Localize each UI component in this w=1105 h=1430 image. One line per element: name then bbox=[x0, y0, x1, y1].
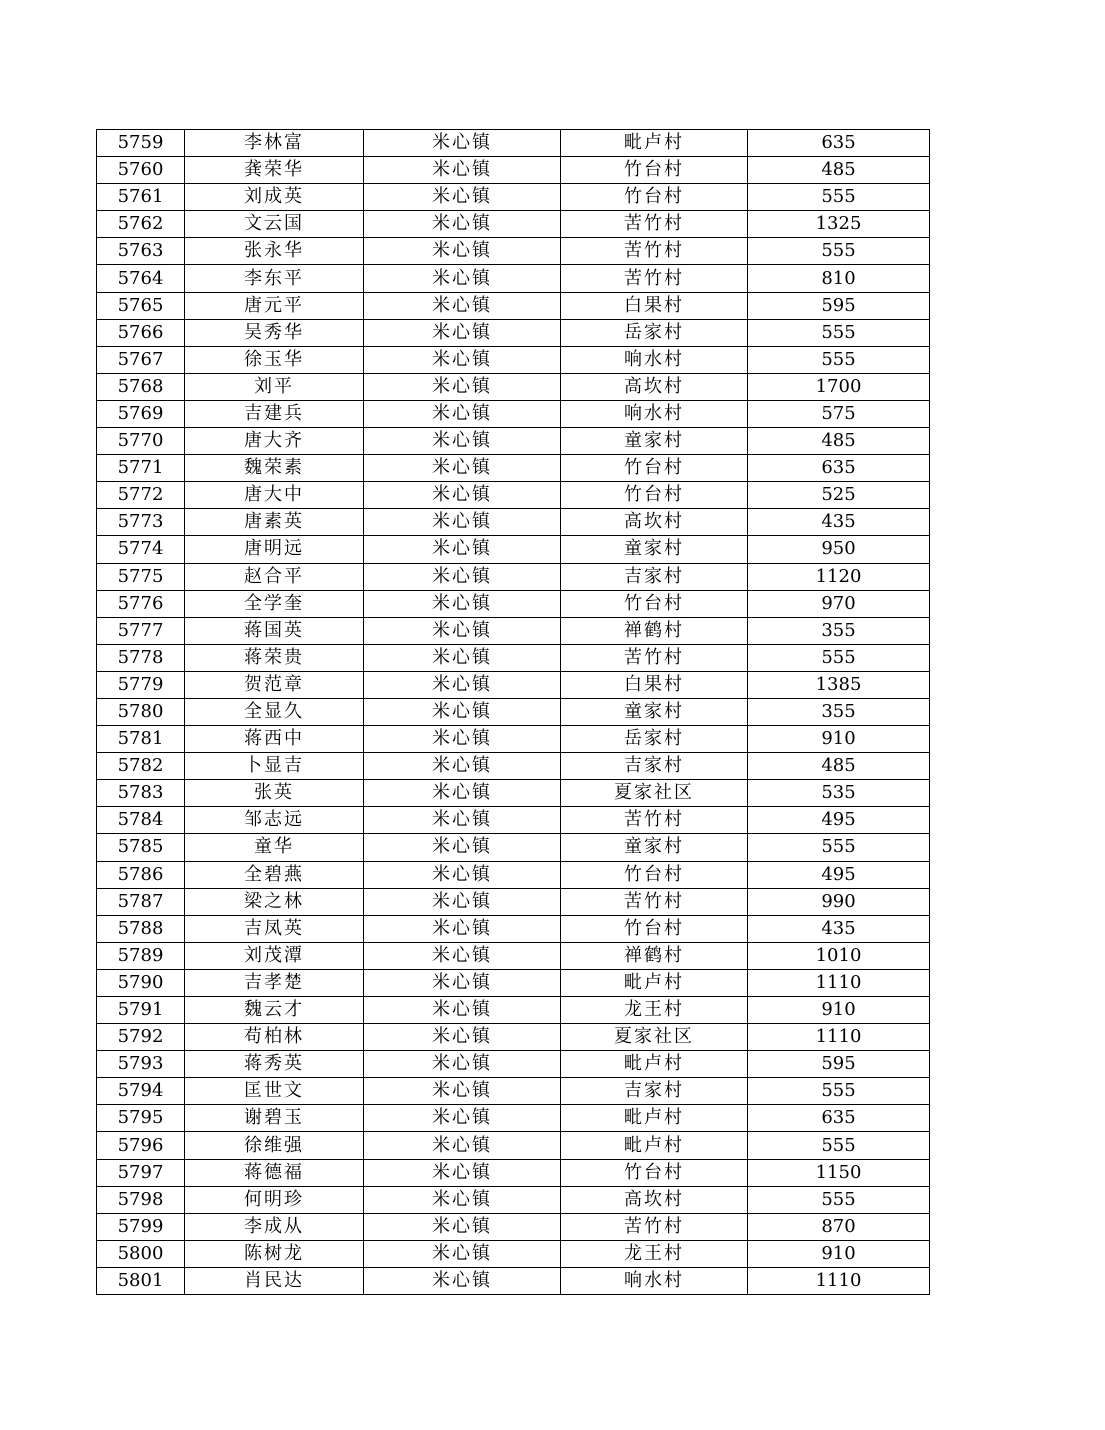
cell-village: 禅鹤村 bbox=[561, 942, 748, 969]
cell-town: 米心镇 bbox=[364, 238, 561, 265]
cell-amount: 1110 bbox=[748, 1024, 930, 1051]
cell-amount: 555 bbox=[748, 1078, 930, 1105]
cell-id: 5793 bbox=[97, 1051, 185, 1078]
cell-id: 5768 bbox=[97, 373, 185, 400]
cell-village: 竹台村 bbox=[561, 157, 748, 184]
cell-village: 竹台村 bbox=[561, 482, 748, 509]
cell-name: 刘成英 bbox=[185, 184, 364, 211]
cell-name: 徐玉华 bbox=[185, 346, 364, 373]
cell-town: 米心镇 bbox=[364, 319, 561, 346]
cell-amount: 1110 bbox=[748, 969, 930, 996]
table-row bbox=[97, 1132, 930, 1159]
cell-village: 吉家村 bbox=[561, 753, 748, 780]
cell-village: 苦竹村 bbox=[561, 807, 748, 834]
cell-town: 米心镇 bbox=[364, 726, 561, 753]
cell-town: 米心镇 bbox=[364, 292, 561, 319]
table-row bbox=[97, 265, 930, 292]
table-row bbox=[97, 482, 930, 509]
cell-village: 岳家村 bbox=[561, 319, 748, 346]
cell-amount: 810 bbox=[748, 265, 930, 292]
cell-name: 刘茂潭 bbox=[185, 942, 364, 969]
table-row bbox=[97, 509, 930, 536]
cell-village: 竹台村 bbox=[561, 455, 748, 482]
cell-village: 童家村 bbox=[561, 536, 748, 563]
cell-id: 5766 bbox=[97, 319, 185, 346]
cell-id: 5789 bbox=[97, 942, 185, 969]
cell-id: 5778 bbox=[97, 644, 185, 671]
cell-amount: 1700 bbox=[748, 373, 930, 400]
cell-name: 梁之林 bbox=[185, 888, 364, 915]
cell-amount: 595 bbox=[748, 1051, 930, 1078]
cell-amount: 870 bbox=[748, 1213, 930, 1240]
cell-village: 毗卢村 bbox=[561, 969, 748, 996]
cell-town: 米心镇 bbox=[364, 753, 561, 780]
cell-town: 米心镇 bbox=[364, 997, 561, 1024]
table-row bbox=[97, 942, 930, 969]
cell-id: 5772 bbox=[97, 482, 185, 509]
cell-amount: 435 bbox=[748, 915, 930, 942]
cell-name: 魏荣素 bbox=[185, 455, 364, 482]
cell-id: 5759 bbox=[97, 130, 185, 157]
cell-amount: 555 bbox=[748, 184, 930, 211]
cell-amount: 1150 bbox=[748, 1159, 930, 1186]
cell-id: 5791 bbox=[97, 997, 185, 1024]
cell-name: 全显久 bbox=[185, 698, 364, 725]
cell-id: 5775 bbox=[97, 563, 185, 590]
cell-id: 5787 bbox=[97, 888, 185, 915]
cell-name: 李成从 bbox=[185, 1213, 364, 1240]
cell-name: 李东平 bbox=[185, 265, 364, 292]
cell-id: 5780 bbox=[97, 698, 185, 725]
table-row bbox=[97, 590, 930, 617]
cell-name: 全学奎 bbox=[185, 590, 364, 617]
cell-id: 5769 bbox=[97, 400, 185, 427]
cell-amount: 495 bbox=[748, 807, 930, 834]
cell-id: 5765 bbox=[97, 292, 185, 319]
cell-village: 龙王村 bbox=[561, 997, 748, 1024]
table-row bbox=[97, 292, 930, 319]
cell-village: 禅鹤村 bbox=[561, 617, 748, 644]
table-row bbox=[97, 888, 930, 915]
cell-town: 米心镇 bbox=[364, 1186, 561, 1213]
table-row bbox=[97, 346, 930, 373]
cell-village: 竹台村 bbox=[561, 590, 748, 617]
cell-id: 5784 bbox=[97, 807, 185, 834]
cell-village: 苦竹村 bbox=[561, 238, 748, 265]
cell-amount: 525 bbox=[748, 482, 930, 509]
cell-name: 卜显吉 bbox=[185, 753, 364, 780]
cell-village: 龙王村 bbox=[561, 1240, 748, 1267]
cell-id: 5792 bbox=[97, 1024, 185, 1051]
cell-town: 米心镇 bbox=[364, 373, 561, 400]
cell-id: 5777 bbox=[97, 617, 185, 644]
table-row bbox=[97, 671, 930, 698]
cell-village: 高坎村 bbox=[561, 1186, 748, 1213]
cell-town: 米心镇 bbox=[364, 455, 561, 482]
cell-village: 童家村 bbox=[561, 698, 748, 725]
cell-village: 竹台村 bbox=[561, 915, 748, 942]
cell-id: 5788 bbox=[97, 915, 185, 942]
cell-amount: 485 bbox=[748, 753, 930, 780]
table-row bbox=[97, 780, 930, 807]
cell-name: 陈树龙 bbox=[185, 1240, 364, 1267]
table-row bbox=[97, 1078, 930, 1105]
table-row bbox=[97, 1051, 930, 1078]
cell-amount: 595 bbox=[748, 292, 930, 319]
cell-amount: 555 bbox=[748, 1186, 930, 1213]
table-row bbox=[97, 428, 930, 455]
cell-town: 米心镇 bbox=[364, 536, 561, 563]
cell-town: 米心镇 bbox=[364, 834, 561, 861]
cell-town: 米心镇 bbox=[364, 130, 561, 157]
cell-village: 吉家村 bbox=[561, 563, 748, 590]
cell-id: 5762 bbox=[97, 211, 185, 238]
cell-village: 白果村 bbox=[561, 671, 748, 698]
table-row bbox=[97, 184, 930, 211]
cell-town: 米心镇 bbox=[364, 617, 561, 644]
table-row bbox=[97, 753, 930, 780]
cell-id: 5797 bbox=[97, 1159, 185, 1186]
cell-amount: 950 bbox=[748, 536, 930, 563]
cell-village: 毗卢村 bbox=[561, 1105, 748, 1132]
cell-village: 响水村 bbox=[561, 1267, 748, 1294]
cell-town: 米心镇 bbox=[364, 644, 561, 671]
table-row bbox=[97, 130, 930, 157]
cell-id: 5773 bbox=[97, 509, 185, 536]
cell-town: 米心镇 bbox=[364, 509, 561, 536]
cell-name: 蒋西中 bbox=[185, 726, 364, 753]
cell-name: 蒋秀英 bbox=[185, 1051, 364, 1078]
cell-id: 5771 bbox=[97, 455, 185, 482]
cell-name: 唐大齐 bbox=[185, 428, 364, 455]
cell-id: 5779 bbox=[97, 671, 185, 698]
cell-town: 米心镇 bbox=[364, 1105, 561, 1132]
cell-amount: 910 bbox=[748, 726, 930, 753]
cell-amount: 575 bbox=[748, 400, 930, 427]
cell-name: 蒋荣贵 bbox=[185, 644, 364, 671]
cell-name: 文云国 bbox=[185, 211, 364, 238]
cell-village: 苦竹村 bbox=[561, 1213, 748, 1240]
table-row bbox=[97, 807, 930, 834]
cell-amount: 635 bbox=[748, 455, 930, 482]
cell-amount: 555 bbox=[748, 644, 930, 671]
cell-name: 张永华 bbox=[185, 238, 364, 265]
table-row bbox=[97, 915, 930, 942]
cell-town: 米心镇 bbox=[364, 428, 561, 455]
cell-id: 5761 bbox=[97, 184, 185, 211]
table-row bbox=[97, 644, 930, 671]
cell-name: 李林富 bbox=[185, 130, 364, 157]
table-row bbox=[97, 1213, 930, 1240]
table-row bbox=[97, 319, 930, 346]
cell-id: 5799 bbox=[97, 1213, 185, 1240]
cell-id: 5794 bbox=[97, 1078, 185, 1105]
cell-village: 苦竹村 bbox=[561, 644, 748, 671]
cell-village: 夏家社区 bbox=[561, 1024, 748, 1051]
cell-town: 米心镇 bbox=[364, 1240, 561, 1267]
cell-village: 高坎村 bbox=[561, 509, 748, 536]
cell-id: 5801 bbox=[97, 1267, 185, 1294]
table-row bbox=[97, 969, 930, 996]
table-row bbox=[97, 861, 930, 888]
cell-amount: 990 bbox=[748, 888, 930, 915]
table-row bbox=[97, 1186, 930, 1213]
cell-village: 响水村 bbox=[561, 346, 748, 373]
cell-amount: 1110 bbox=[748, 1267, 930, 1294]
cell-id: 5786 bbox=[97, 861, 185, 888]
cell-town: 米心镇 bbox=[364, 671, 561, 698]
cell-name: 吉凤英 bbox=[185, 915, 364, 942]
cell-name: 刘平 bbox=[185, 373, 364, 400]
cell-town: 米心镇 bbox=[364, 184, 561, 211]
cell-name: 贺范章 bbox=[185, 671, 364, 698]
cell-town: 米心镇 bbox=[364, 1078, 561, 1105]
cell-amount: 435 bbox=[748, 509, 930, 536]
cell-town: 米心镇 bbox=[364, 1213, 561, 1240]
cell-town: 米心镇 bbox=[364, 157, 561, 184]
table-row bbox=[97, 1267, 930, 1294]
cell-id: 5776 bbox=[97, 590, 185, 617]
cell-town: 米心镇 bbox=[364, 942, 561, 969]
document-page bbox=[96, 129, 930, 1295]
cell-amount: 1120 bbox=[748, 563, 930, 590]
cell-village: 白果村 bbox=[561, 292, 748, 319]
cell-amount: 555 bbox=[748, 834, 930, 861]
cell-amount: 355 bbox=[748, 698, 930, 725]
cell-name: 谢碧玉 bbox=[185, 1105, 364, 1132]
cell-id: 5760 bbox=[97, 157, 185, 184]
cell-name: 唐明远 bbox=[185, 536, 364, 563]
cell-name: 吉建兵 bbox=[185, 400, 364, 427]
table-row bbox=[97, 1159, 930, 1186]
table-row bbox=[97, 455, 930, 482]
cell-village: 竹台村 bbox=[561, 1159, 748, 1186]
cell-town: 米心镇 bbox=[364, 698, 561, 725]
table-row bbox=[97, 563, 930, 590]
cell-name: 邹志远 bbox=[185, 807, 364, 834]
cell-town: 米心镇 bbox=[364, 211, 561, 238]
cell-id: 5785 bbox=[97, 834, 185, 861]
cell-name: 唐元平 bbox=[185, 292, 364, 319]
cell-village: 高坎村 bbox=[561, 373, 748, 400]
cell-town: 米心镇 bbox=[364, 563, 561, 590]
cell-name: 蒋国英 bbox=[185, 617, 364, 644]
cell-village: 吉家村 bbox=[561, 1078, 748, 1105]
cell-amount: 970 bbox=[748, 590, 930, 617]
cell-amount: 1010 bbox=[748, 942, 930, 969]
table-row bbox=[97, 536, 930, 563]
table-row bbox=[97, 617, 930, 644]
cell-name: 魏云才 bbox=[185, 997, 364, 1024]
cell-name: 唐素英 bbox=[185, 509, 364, 536]
cell-village: 岳家村 bbox=[561, 726, 748, 753]
cell-amount: 635 bbox=[748, 1105, 930, 1132]
cell-id: 5796 bbox=[97, 1132, 185, 1159]
table-row bbox=[97, 1240, 930, 1267]
cell-amount: 555 bbox=[748, 238, 930, 265]
cell-village: 响水村 bbox=[561, 400, 748, 427]
table-row bbox=[97, 1024, 930, 1051]
cell-village: 竹台村 bbox=[561, 184, 748, 211]
cell-name: 唐大中 bbox=[185, 482, 364, 509]
cell-id: 5774 bbox=[97, 536, 185, 563]
cell-amount: 485 bbox=[748, 157, 930, 184]
cell-town: 米心镇 bbox=[364, 482, 561, 509]
cell-name: 肖民达 bbox=[185, 1267, 364, 1294]
cell-amount: 485 bbox=[748, 428, 930, 455]
cell-id: 5800 bbox=[97, 1240, 185, 1267]
table-row bbox=[97, 834, 930, 861]
table-row bbox=[97, 997, 930, 1024]
cell-amount: 635 bbox=[748, 130, 930, 157]
cell-id: 5781 bbox=[97, 726, 185, 753]
cell-town: 米心镇 bbox=[364, 969, 561, 996]
cell-amount: 495 bbox=[748, 861, 930, 888]
cell-name: 全碧燕 bbox=[185, 861, 364, 888]
cell-village: 童家村 bbox=[561, 428, 748, 455]
cell-village: 童家村 bbox=[561, 834, 748, 861]
cell-name: 龚荣华 bbox=[185, 157, 364, 184]
table-row bbox=[97, 238, 930, 265]
table-row bbox=[97, 726, 930, 753]
cell-name: 吉孝楚 bbox=[185, 969, 364, 996]
cell-name: 徐维强 bbox=[185, 1132, 364, 1159]
cell-amount: 535 bbox=[748, 780, 930, 807]
cell-name: 张英 bbox=[185, 780, 364, 807]
table-row bbox=[97, 1105, 930, 1132]
table-row bbox=[97, 211, 930, 238]
table-row bbox=[97, 157, 930, 184]
cell-id: 5763 bbox=[97, 238, 185, 265]
cell-id: 5795 bbox=[97, 1105, 185, 1132]
cell-name: 匡世文 bbox=[185, 1078, 364, 1105]
cell-town: 米心镇 bbox=[364, 780, 561, 807]
cell-name: 童华 bbox=[185, 834, 364, 861]
table-row bbox=[97, 400, 930, 427]
cell-town: 米心镇 bbox=[364, 265, 561, 292]
data-table bbox=[96, 129, 930, 1295]
cell-village: 毗卢村 bbox=[561, 1132, 748, 1159]
cell-town: 米心镇 bbox=[364, 590, 561, 617]
cell-village: 竹台村 bbox=[561, 861, 748, 888]
table-body bbox=[97, 130, 930, 1295]
cell-amount: 555 bbox=[748, 1132, 930, 1159]
cell-id: 5783 bbox=[97, 780, 185, 807]
cell-id: 5767 bbox=[97, 346, 185, 373]
cell-village: 苦竹村 bbox=[561, 211, 748, 238]
cell-town: 米心镇 bbox=[364, 1159, 561, 1186]
cell-town: 米心镇 bbox=[364, 1024, 561, 1051]
cell-town: 米心镇 bbox=[364, 346, 561, 373]
cell-village: 苦竹村 bbox=[561, 265, 748, 292]
cell-id: 5764 bbox=[97, 265, 185, 292]
cell-village: 夏家社区 bbox=[561, 780, 748, 807]
cell-village: 毗卢村 bbox=[561, 1051, 748, 1078]
cell-name: 何明珍 bbox=[185, 1186, 364, 1213]
cell-town: 米心镇 bbox=[364, 861, 561, 888]
cell-town: 米心镇 bbox=[364, 400, 561, 427]
cell-town: 米心镇 bbox=[364, 1267, 561, 1294]
cell-town: 米心镇 bbox=[364, 807, 561, 834]
cell-amount: 1385 bbox=[748, 671, 930, 698]
cell-town: 米心镇 bbox=[364, 888, 561, 915]
cell-amount: 910 bbox=[748, 1240, 930, 1267]
cell-name: 吴秀华 bbox=[185, 319, 364, 346]
cell-village: 苦竹村 bbox=[561, 888, 748, 915]
table-row bbox=[97, 698, 930, 725]
table-row bbox=[97, 373, 930, 400]
cell-town: 米心镇 bbox=[364, 1132, 561, 1159]
cell-amount: 355 bbox=[748, 617, 930, 644]
cell-village: 毗卢村 bbox=[561, 130, 748, 157]
cell-id: 5782 bbox=[97, 753, 185, 780]
cell-name: 赵合平 bbox=[185, 563, 364, 590]
cell-town: 米心镇 bbox=[364, 915, 561, 942]
cell-amount: 910 bbox=[748, 997, 930, 1024]
cell-name: 苟柏林 bbox=[185, 1024, 364, 1051]
cell-amount: 1325 bbox=[748, 211, 930, 238]
cell-town: 米心镇 bbox=[364, 1051, 561, 1078]
cell-id: 5790 bbox=[97, 969, 185, 996]
cell-amount: 555 bbox=[748, 319, 930, 346]
cell-name: 蒋德福 bbox=[185, 1159, 364, 1186]
cell-amount: 555 bbox=[748, 346, 930, 373]
cell-id: 5798 bbox=[97, 1186, 185, 1213]
cell-id: 5770 bbox=[97, 428, 185, 455]
